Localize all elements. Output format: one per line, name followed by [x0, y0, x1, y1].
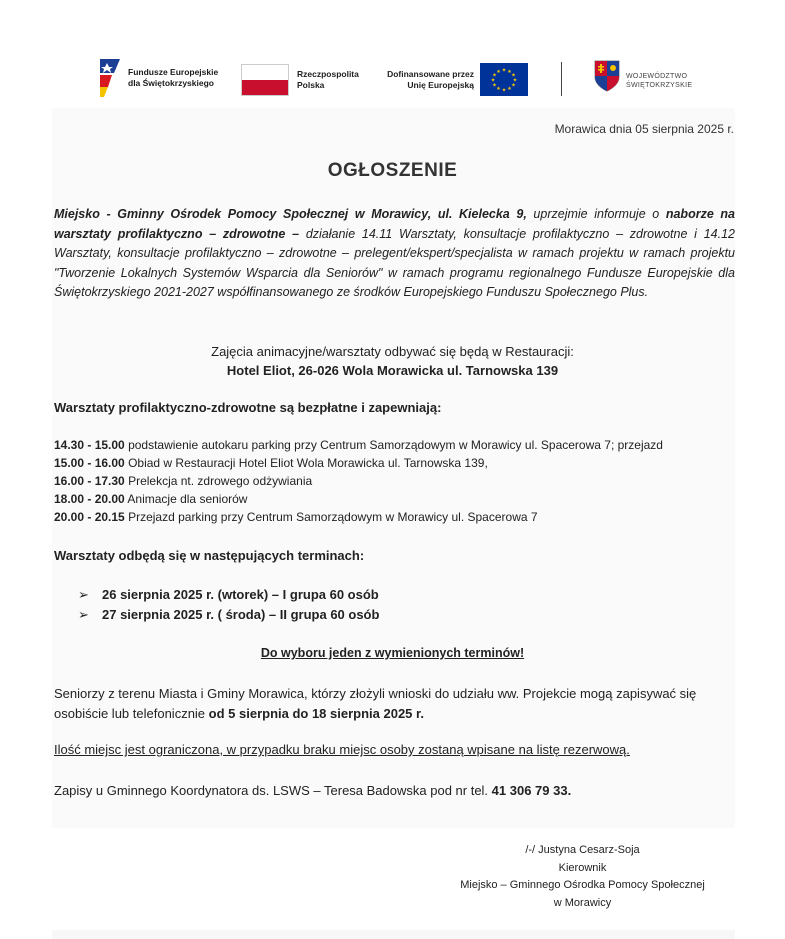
- seniors-paragraph: Seniorzy z terenu Miasta i Gminy Morawica, którzy złożyli wnioski do udziału ww. Projekcie mogą zapisywać się osobiście lub telefonicznie od 5 sierpnia do 18 sierpnia 2025 r.: [54, 686, 697, 721]
- schedule-item: 18.00 - 20.00 Animacje dla seniorów: [54, 492, 248, 506]
- ue-logo: [381, 59, 531, 99]
- logo-divider: [561, 62, 562, 96]
- signature-location: w Morawicy: [553, 896, 612, 909]
- term-item: ➢ 26 sierpnia 2025 r. (wtorek) – I grupa 60 osób: [78, 585, 379, 605]
- terms-heading: Warsztaty odbędą się w następujących terminach:: [54, 548, 365, 563]
- date-line: Morawica dnia 05 sierpnia 2025 r.: [554, 122, 734, 136]
- choice-note: Do wyboru jeden z wymienionych terminów!: [260, 646, 525, 660]
- page-bottom-background: [52, 930, 735, 939]
- signature-role: Kierownik: [558, 861, 607, 874]
- svg-text:★: ★: [511, 72, 516, 79]
- venue-info: [0, 342, 785, 380]
- svg-text:★: ★: [496, 86, 501, 92]
- svg-text:★: ★: [507, 86, 512, 92]
- arrow-bullet-icon: ➢: [78, 587, 89, 602]
- rp-logo-text: Rzeczpospolita Polska: [297, 69, 359, 90]
- page-title: OGŁOSZENIE: [327, 160, 458, 181]
- svg-text:★: ★: [512, 77, 518, 84]
- venue-line-1: Zajęcia animacyjne/warsztaty odbywać się będą w Restauracji:: [211, 344, 574, 359]
- fe-logo: [98, 57, 228, 97]
- rp-logo: [241, 59, 371, 99]
- free-workshops-heading: Warsztaty profilaktyczno-zdrowotne są bezpłatne i zapewniają:: [54, 400, 442, 415]
- svg-text:★: ★: [490, 77, 496, 84]
- fe-emblem-icon: [98, 57, 126, 99]
- intro-paragraph: Miejsko - Gminny Ośrodek Pomocy Społecznej w Morawicy, ul. Kielecka 9, uprzejmie informuje o naborze na warsztaty profilaktyczno – zdrowotne – działanie 14.11 Warsztaty, konsultacje profilaktyczno – zdrowotne i 14.12 Warsztaty, konsultacje profilaktyczno – zdrowotne – prelegent/ekspert/specjalista w ramach projektu w ramach projektu "Tworzenie Lokalnych Systemów Wsparcia dla Seniorów" w ramach programu regionalnego Fundusze Europejskie dla Świętokrzyskiego 2021-2027 współfinansowanego ze środków Europejskiego Funduszu Społecznego Plus.: [54, 207, 735, 299]
- schedule-item: 14.30 - 15.00 podstawienie autokaru parking przy Centrum Samorządowym w Morawicy ul. Spacerowa 7; przejazd: [54, 438, 663, 452]
- signature-block: [440, 842, 725, 912]
- signature-institution: Miejsko – Gminnego Ośrodka Pomocy Społecznej: [460, 879, 705, 891]
- coat-of-arms-icon: [593, 59, 621, 93]
- swietokrzyskie-logo: [593, 59, 703, 99]
- schedule-item: 16.00 - 17.30 Prelekcja nt. zdrowego odżywiania: [54, 474, 313, 488]
- limited-places-note: Ilość miejsc jest ograniczona, w przypadku braku miejsc osoby zostaną wpisane na listę rezerwową.: [54, 742, 630, 757]
- swietokrzyskie-logo-text: WOJEWÓDZTWO ŚWIĘTOKRZYSKIE: [626, 73, 693, 89]
- svg-text:★: ★: [496, 69, 501, 75]
- contact-paragraph: Zapisy u Gminnego Koordynatora ds. LSWS – Teresa Badowska pod nr tel. 41 306 79 33.: [54, 783, 572, 798]
- svg-text:★: ★: [507, 69, 512, 75]
- eu-flag-icon: [480, 63, 528, 96]
- signature-name: /-/ Justyna Cesarz-Soja: [525, 844, 640, 856]
- term-item: ➢ 27 sierpnia 2025 r. ( środa) – II grupa 60 osób: [78, 605, 379, 625]
- venue-address: Hotel Eliot, 26-026 Wola Morawicka ul. Tarnowska 139: [226, 363, 559, 378]
- svg-text:★: ★: [501, 87, 507, 94]
- schedule-item: 20.00 - 20.15 Przejazd parking przy Centrum Samorządowym w Morawicy ul. Spacerowa 7: [54, 510, 538, 524]
- logos-bar: [98, 55, 698, 100]
- svg-text:★: ★: [492, 72, 497, 79]
- ue-logo-text: Dofinansowane przez Unię Europejską: [387, 69, 474, 90]
- svg-text:★: ★: [501, 67, 507, 74]
- polish-flag-icon: [241, 64, 289, 96]
- fe-logo-text: Fundusze Europejskie dla Świętokrzyskiego: [128, 67, 219, 88]
- svg-text:★: ★: [492, 82, 497, 89]
- schedule-list: [54, 436, 663, 526]
- terms-list: [78, 585, 379, 625]
- arrow-bullet-icon: ➢: [78, 607, 89, 622]
- schedule-item: 15.00 - 16.00 Obiad w Restauracji Hotel Eliot Wola Morawicka ul. Tarnowska 139,: [54, 456, 488, 470]
- svg-text:★: ★: [511, 82, 516, 89]
